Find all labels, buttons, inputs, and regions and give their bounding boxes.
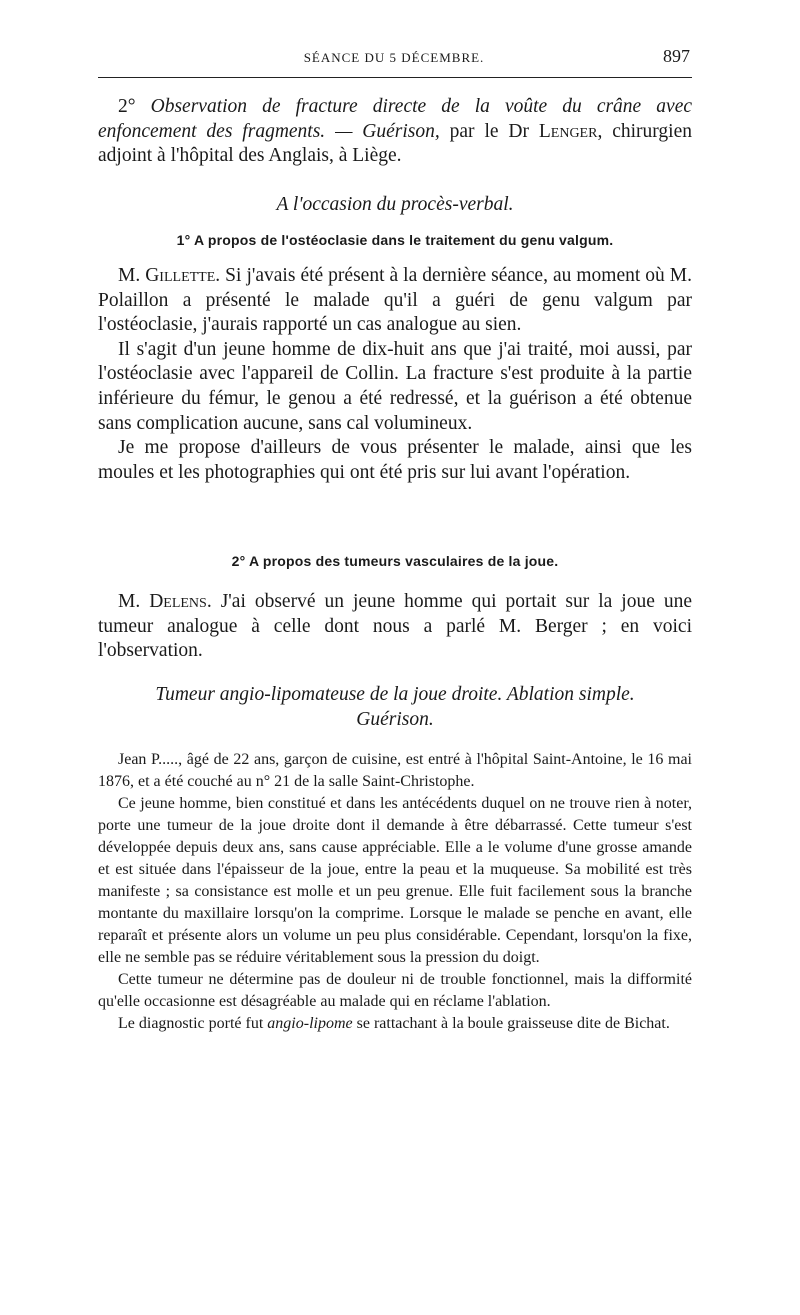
observation-author: Lenger [538,120,598,142]
case-title-line-1: Tumeur angio-lipomateuse de la joue droite. Ablation simple. [155,684,635,705]
gillette-paragraph-3: Je me propose d'ailleurs de vous présenter le malade, ainsi que les moules et les photographies qui ont été pris sur lui avant l'opération. [98,437,692,483]
delens-remarks [98,590,692,664]
page-number: 897 [663,46,690,66]
gillette-paragraph-1: Si j'avais été présent à la dernière séance, au moment où M. Polaillon a présenté le malade qu'il a guéri de genu valgum par l'ostéoclasie, j'aurais rapporté un cas analogue au sien. [98,265,692,336]
speaker-gillette: M. Gillette. [118,265,221,286]
subsection-heading-1: 1° A propos de l'ostéoclasie dans le traitement du genu valgum. [176,232,614,248]
observation-title: Observation de fracture directe de la voûte du crâne avec enfoncement des fragments. — Guérison, [98,96,692,142]
observation-affiliation: , chirurgien adjoint à l'hôpital des Anglais, à Liège. [98,120,692,167]
case-paragraph-3: Cette tumeur ne détermine pas de douleur ni de trouble fonctionnel, mais la difformité qu'elle occasionne est désagréable au malade qui en réclame l'ablation. [98,971,692,1010]
subsection-heading-2: 2° A propos des tumeurs vasculaires de la joue. [231,553,559,569]
observation-by: par le Dr [449,120,529,142]
case-paragraph-4-start: Le diagnostic porté fut [118,1015,264,1032]
running-head [98,44,690,72]
section-heading: A l'occasion du procès-verbal. [276,194,514,215]
gillette-remarks [98,264,692,485]
case-report [98,749,692,1035]
case-paragraph-1: Jean P....., âgé de 22 ans, garçon de cuisine, est entré à l'hôpital Saint-Antoine, le 16 mai 1876, et a été couché au n° 21 de la salle Saint-Christophe. [98,751,692,790]
case-title-line-2: Guérison. [356,708,434,730]
observation-number: 2° [118,96,136,117]
case-paragraph-2: Ce jeune homme, bien constitué et dans les antécédents duquel on ne trouve rien à noter, porte une tumeur de la joue droite dont il demande à être débarrassé. Cette tumeur s'est développée depuis deux ans, sans cause appréciable. Elle a le volume d'une grosse amande et est située dans l'épaisseur de la joue, entre la peau et la muqueuse. Sa mobilité est très manifeste ; sa consistance est molle et un peu grenue. Elle fuit facilement sous la branche montante du maxillaire lorsqu'on la comprime. Lorsque le malade se penche en avant, elle reparaît et présente alors un volume un peu plus considérable. Cependant, lorsqu'on la fixe, elle ne semble pas se réduire véritablement sous la pression du doigt. [98,795,692,966]
delens-paragraph-1: J'ai observé un jeune homme qui portait sur la joue une tumeur analogue à celle dont nous a parlé M. Berger ; en voici l'observation. [98,591,692,662]
header-rule [98,77,692,78]
observation-paragraph [98,95,692,169]
gillette-paragraph-2: Il s'agit d'un jeune homme de dix-huit ans que j'ai traité, moi aussi, par l'ostéoclasie avec l'appareil de Collin. La fracture s'est produite à la partie inférieure du fémur, le genou a été redressé, et la guérison a été obtenue sans complication aucune, sans cal volumineux. [98,338,692,434]
case-paragraph-4-end: se rattachant à la boule graisseuse dite de Bichat. [356,1015,670,1032]
running-title: SÉANCE DU 5 DÉCEMBRE. [303,50,485,65]
case-title [98,683,692,732]
diagnosis-term: angio-lipome [267,1015,353,1032]
speaker-delens: M. Delens. [118,591,212,612]
